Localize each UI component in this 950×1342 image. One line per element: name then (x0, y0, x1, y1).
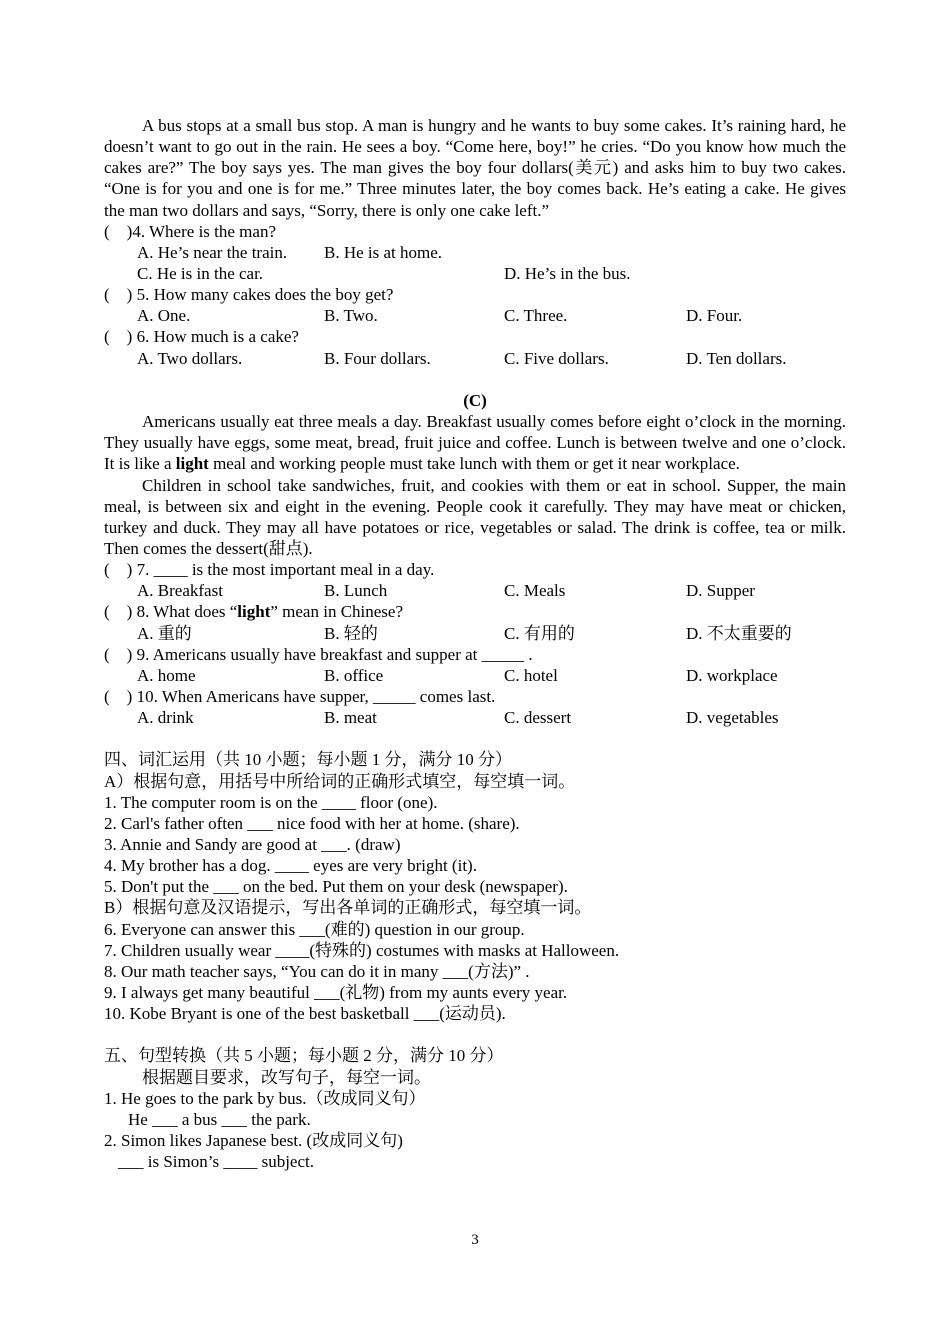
option-b: B. Two. (324, 306, 378, 326)
question-stem: ( ) 8. What does “light” mean in Chinese? (104, 602, 404, 622)
option-c: C. He is in the car. (137, 264, 264, 284)
section-5-instruction: 根据题目要求，改写句子，每空一词。 (142, 1067, 431, 1087)
option-c: C. hotel (504, 665, 558, 685)
question-7 (104, 559, 846, 580)
question-6-options (104, 348, 846, 369)
list-item: 9. I always get many beautiful ___(礼物) from my aunts every year. (104, 982, 568, 1002)
option-d: D. vegetables (686, 708, 779, 728)
list-item: 10. Kobe Bryant is one of the best basketball ___(运动员). (104, 1004, 506, 1024)
option-c: C. Three. (504, 306, 568, 326)
option-d: D. 不太重要的 (686, 623, 792, 643)
list-item: 1. He goes to the park by bus.（改成同义句） (104, 1088, 426, 1108)
question-4 (104, 221, 846, 242)
answer-line: ___ is Simon’s ____ subject. (118, 1152, 314, 1172)
question-10 (104, 686, 846, 707)
bold-word: light (175, 454, 209, 474)
question-8-options (104, 623, 846, 644)
question-9-options (104, 665, 846, 686)
option-b: B. meat (324, 708, 377, 728)
section-5-title: 五、句型转换（共 5 小题；每小题 2 分，满分 10 分） (104, 1046, 504, 1066)
answer-line: He ___ a bus ___ the park. (128, 1109, 311, 1129)
section-4-part-a-instruction: A）根据句意，用括号中所给词的正确形式填空，每空填一词。 (104, 771, 576, 791)
question-stem: ( ) 9. Americans usually have breakfast and supper at _____ . (104, 644, 533, 664)
option-a: A. Breakfast (137, 581, 223, 601)
option-d: D. Ten dollars. (686, 348, 787, 368)
option-d: D. Four. (686, 306, 743, 326)
option-a: A. 重的 (137, 623, 192, 643)
option-c: C. Five dollars. (504, 348, 609, 368)
option-c: C. dessert (504, 708, 572, 728)
list-item: 7. Children usually wear ____(特殊的) costumes with masks at Halloween. (104, 940, 620, 960)
option-b: B. Lunch (324, 581, 388, 601)
passage-c-paragraph-1: Americans usually eat three meals a day. Breakfast usually comes before eight o’clock in the morning. They usually have eggs, some meat, bread, fruit juice and coffee. Lunch is between twelve and one o’clock. It is like a light meal and working people must take lunch with them or get it near workplace. (104, 412, 846, 474)
list-item: 8. Our math teacher says, “You can do it in many ___(方法)” . (104, 961, 530, 981)
option-a: A. He’s near the train. (137, 242, 288, 262)
list-item: 2. Carl's father often ___ nice food with her at home. (share). (104, 813, 520, 833)
question-4-options-row1 (104, 242, 846, 263)
section-4-title: 四、词汇运用（共 10 小题；每小题 1 分，满分 10 分） (104, 750, 512, 770)
list-item: 3. Annie and Sandy are good at ___. (draw) (104, 834, 401, 854)
question-stem: ( )4. Where is the man? (104, 221, 276, 241)
page-content (104, 115, 846, 1172)
option-a: A. Two dollars. (137, 348, 243, 368)
option-b: B. office (324, 665, 384, 685)
list-item: 1. The computer room is on the ____ floor (one). (104, 792, 438, 812)
list-item: 5. Don't put the ___ on the bed. Put them on your desk (newspaper). (104, 877, 568, 897)
list-item: 2. Simon likes Japanese best. (改成同义句) (104, 1130, 403, 1150)
option-c: C. 有用的 (504, 623, 575, 643)
option-c: C. Meals (504, 581, 566, 601)
list-item: 6. Everyone can answer this ___(难的) question in our group. (104, 919, 525, 939)
passage-c-paragraph-2: Children in school take sandwiches, fruit, and cookies with them or eat in school. Supper, the main meal, is between six and eight in the evening. People cook it carefully. They may have meat or chicken, turkey and duck. They may all have potatoes or rice, vegetables or salad. The drink is coffee, tea or milk. Then comes the dessert(甜点). (104, 475, 846, 558)
list-item: 4. My brother has a dog. ____ eyes are very bright (it). (104, 856, 477, 876)
question-stem: ( ) 5. How many cakes does the boy get? (104, 285, 394, 305)
question-6 (104, 326, 846, 347)
option-d: D. He’s in the bus. (504, 264, 631, 284)
option-a: A. home (137, 665, 196, 685)
question-9 (104, 644, 846, 665)
option-b: B. 轻的 (324, 623, 378, 643)
question-8 (104, 601, 846, 622)
question-stem: ( ) 6. How much is a cake? (104, 327, 299, 347)
option-d: D. workplace (686, 665, 778, 685)
question-stem: ( ) 7. ____ is the most important meal in a day. (104, 560, 435, 580)
question-7-options (104, 580, 846, 601)
question-4-options-row2 (104, 263, 846, 284)
page-number: 3 (471, 1232, 479, 1248)
option-a: A. drink (137, 708, 194, 728)
question-5-options (104, 305, 846, 326)
question-10-options (104, 707, 846, 728)
question-stem: ( ) 10. When Americans have supper, _____ comes last. (104, 686, 496, 706)
passage-c-heading: (C) (463, 390, 487, 410)
section-4-part-b-instruction: B）根据句意及汉语提示，写出各单词的正确形式，每空填一词。 (104, 898, 592, 918)
question-5 (104, 284, 846, 305)
option-d: D. Supper (686, 581, 755, 601)
passage-b-text: A bus stops at a small bus stop. A man is hungry and he wants to buy some cakes. It’s raining hard, he doesn’t want to go out in the rain. He sees a boy. “Come here, boy!” he cries. “Do you know how much the cakes are?” The boy says yes. The man gives the boy four dollars(美元) and asks him to buy two cakes. “One is for you and one is for me.” Three minutes later, the boy comes back. He’s eating a cake. He gives the man two dollars and says, “Sorry, there is only one cake left.” (104, 116, 846, 220)
option-b: B. Four dollars. (324, 348, 431, 368)
option-b: B. He is at home. (324, 242, 443, 262)
option-a: A. One. (137, 306, 191, 326)
